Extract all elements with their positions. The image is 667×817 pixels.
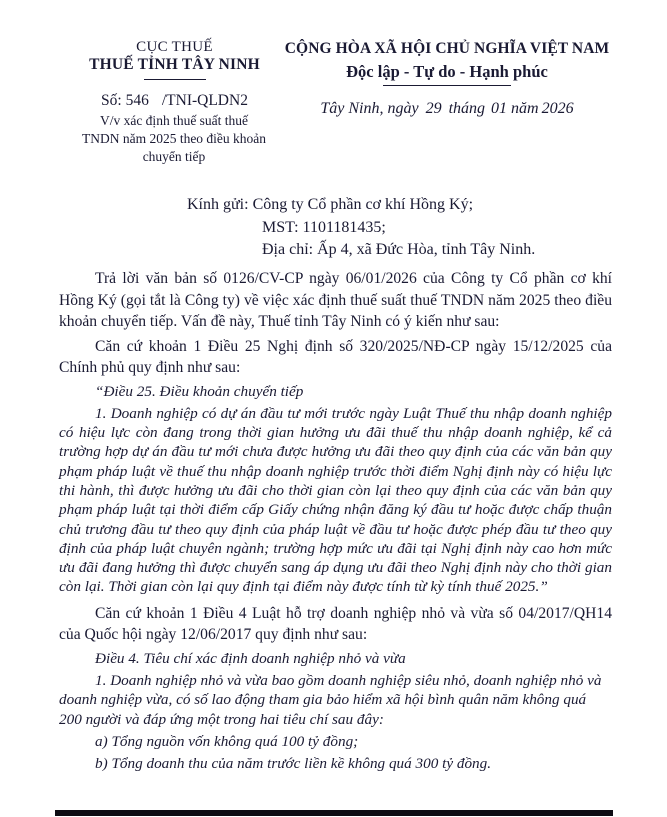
national-title: CỘNG HÒA XÃ HỘI CHỦ NGHĨA VIỆT NAM	[284, 40, 610, 57]
quote-article-4-title: Điều 4. Tiêu chí xác định doanh nghiệp nhỏ và vừa	[95, 649, 406, 667]
paragraph-legal-basis-1: Căn cứ khoản 1 Điều 25 Nghị định số 320/2025/NĐ-CP ngày 15/12/2025 của Chính phủ quy định như sau:	[59, 337, 612, 376]
agency-name: THUẾ TỈNH TÂY NINH	[89, 56, 260, 73]
recipient-company: Công ty Cổ phần cơ khí Hồng Ký;	[252, 196, 474, 213]
national-header-block	[278, 40, 616, 86]
recipient-address: Địa chỉ: Ấp 4, xã Đức Hòa, tỉnh Tây Ninh.	[262, 241, 536, 258]
date-month-label: tháng	[448, 100, 486, 117]
salutation-line	[187, 194, 535, 217]
motto-underline	[383, 85, 511, 86]
paragraph-legal-basis-2: Căn cứ khoản 1 Điều 4 Luật hỗ trợ doanh nghiệp nhỏ và vừa số 04/2017/QH14 của Quốc hội ngày 12/06/2017 quy định như sau:	[59, 604, 612, 644]
quote-article-25-clause-1: 1. Doanh nghiệp có dự án đầu tư mới trước ngày Luật Thuế thu nhập doanh nghiệp có hiệu lực còn đang trong thời gian hưởng ưu đãi thuế thu nhập doanh nghiệp, kể cả trường hợp dự án đầu tư mới chưa được hưởng ưu đãi theo quy định của các văn bản quy phạm pháp luật về thuế thu nhập doanh nghiệp trước thời điểm Nghị định này có hiệu lực thi hành, thì được hưởng ưu đãi cho thời gian còn lại theo quy định của các văn bản quy phạm pháp luật tại thời điểm cấp Giấy chứng nhận đăng ký đầu tư hoặc được chấp thuận chủ trương đầu tư theo quy định của pháp luật về đầu tư hoặc được phép đầu tư theo quy định của pháp luật chuyên ngành; trường hợp mức ưu đãi tại Nghị định này cao hơn mức ưu đãi đang hưởng thì được chuyển sang áp dụng ưu đãi theo Nghị định này cho thời gian còn lại. Thời gian còn lại quy định tại điểm này được tính từ kỳ tính thuế 2025.”	[59, 404, 612, 596]
dateline	[278, 100, 616, 118]
agency-underline	[144, 79, 206, 80]
paragraph-reply: Trả lời văn bản số 0126/CV-CP ngày 06/01/2026 của Công ty Cổ phần cơ khí Hồng Ký (gọi tắt là Công ty) về việc xác định thuế suất thuế TNDN năm 2025 theo điều khoản chuyển tiếp. Vấn đề này, Thuế tỉnh Tây Ninh có ý kiến như sau:	[59, 270, 612, 330]
salutation-label: Kính gửi:	[187, 196, 253, 213]
scan-edge-artifact	[55, 810, 613, 816]
date-month: 01	[491, 100, 508, 117]
quote-article-4-clause-1: 1. Doanh nghiệp nhỏ và vừa bao gồm doanh nghiệp siêu nhỏ, doanh nghiệp nhỏ và doanh nghiệp vừa, có số lao động tham gia bảo hiểm xã hội bình quân năm không quá 200 người và đáp ứng một trong hai tiêu chí sau đây:	[59, 672, 602, 728]
recipient-block	[187, 194, 535, 262]
document-subject: V/v xác định thuế suất thuế TNDN năm 2025 theo điều khoản chuyển tiếp	[81, 113, 267, 164]
document-number: Số: 546	[101, 92, 149, 109]
recipient-tax-id: MST: 1101181435;	[262, 218, 386, 236]
date-year: 2026	[541, 100, 574, 117]
date-day: 29	[425, 100, 442, 117]
quote-article-4-item-b: b) Tổng doanh thu của năm trước liền kề không quá 300 tỷ đồng.	[95, 755, 492, 773]
agency-parent-name: CỤC THUẾ	[136, 39, 213, 55]
document-number-line	[72, 92, 277, 110]
letter-body	[59, 268, 612, 777]
national-motto: Độc lập - Tự do - Hạnh phúc	[346, 61, 548, 81]
date-year-label: năm	[511, 100, 539, 117]
issuing-agency-block	[72, 38, 277, 80]
quote-article-4-item-a: a) Tổng nguồn vốn không quá 100 tỷ đồng;	[95, 732, 359, 750]
document-symbol: /TNI-QLDN2	[161, 92, 248, 109]
date-place: Tây Ninh, ngày	[320, 100, 419, 117]
quote-article-25-title: “Điều 25. Điều khoản chuyển tiếp	[95, 382, 304, 400]
